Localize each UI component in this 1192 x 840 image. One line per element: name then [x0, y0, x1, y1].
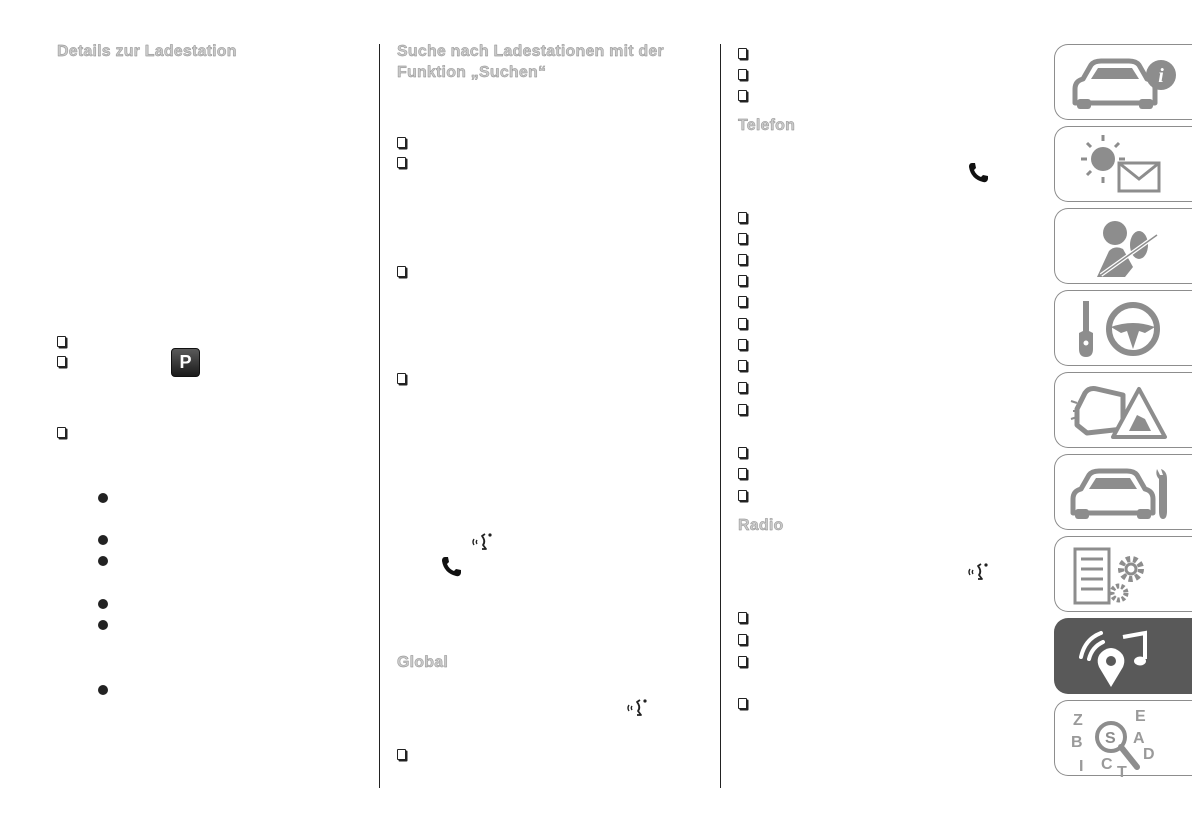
heading-suche-line2: Funktion „Suchen“ [397, 64, 547, 81]
warning-light-message-icon [1067, 133, 1177, 197]
round-bullet-icon [98, 556, 108, 566]
round-bullet-icon [98, 620, 108, 630]
checkbox-bullet-icon [57, 336, 66, 347]
voice-command-icon [470, 530, 494, 554]
checkbox-bullet-icon [738, 360, 747, 371]
index-tab[interactable] [1054, 700, 1192, 779]
car-wrench-icon [1067, 461, 1177, 525]
checkbox-bullet-icon [738, 404, 747, 415]
checkbox-bullet-icon [397, 749, 406, 760]
checkbox-bullet-icon [738, 275, 747, 286]
checkbox-bullet-icon [738, 490, 747, 501]
round-bullet-icon [98, 685, 108, 695]
checkbox-bullet-icon [738, 698, 747, 709]
svg-text:D: D [1143, 746, 1155, 763]
svg-text:S: S [1105, 730, 1116, 747]
heading-global: Global [397, 654, 448, 671]
safety-tab[interactable] [1054, 208, 1192, 284]
heading-radio: Radio [738, 517, 784, 534]
parking-icon: P [171, 348, 200, 377]
phone-handset-icon [439, 555, 463, 579]
phone-handset-icon [966, 161, 990, 185]
checkbox-bullet-icon [738, 634, 747, 645]
letters-magnifier-icon [1067, 707, 1177, 779]
round-bullet-icon [98, 599, 108, 609]
checkbox-bullet-icon [738, 468, 747, 479]
starting-driving-tab[interactable] [1054, 290, 1192, 366]
checkbox-bullet-icon [738, 296, 747, 307]
heading-telefon: Telefon [738, 117, 796, 134]
checkbox-bullet-icon [397, 266, 406, 277]
svg-text:I: I [1079, 758, 1084, 775]
voice-command-icon [966, 560, 990, 584]
checkbox-bullet-icon [738, 254, 747, 265]
checkbox-bullet-icon [738, 382, 747, 393]
checkbox-bullet-icon [397, 373, 406, 384]
technical-data-tab[interactable] [1054, 536, 1192, 612]
emergency-tab[interactable] [1054, 372, 1192, 448]
list-gears-icon [1067, 543, 1177, 607]
multimedia-tab[interactable] [1054, 618, 1192, 694]
checkbox-bullet-icon [738, 339, 747, 350]
checkbox-bullet-icon [397, 157, 406, 168]
checkbox-bullet-icon [57, 427, 66, 438]
svg-text:Z: Z [1073, 712, 1083, 729]
checkbox-bullet-icon [738, 233, 747, 244]
wireless-music-pin-icon [1067, 625, 1177, 689]
checkbox-bullet-icon [738, 48, 747, 59]
round-bullet-icon [98, 535, 108, 545]
checkbox-bullet-icon [738, 90, 747, 101]
lights-messages-tab[interactable] [1054, 126, 1192, 202]
svg-text:T: T [1117, 764, 1127, 779]
checkbox-bullet-icon [738, 612, 747, 623]
svg-text:C: C [1101, 756, 1113, 773]
maintenance-tab[interactable] [1054, 454, 1192, 530]
checkbox-bullet-icon [738, 447, 747, 458]
key-steering-wheel-icon [1067, 297, 1177, 361]
svg-text:B: B [1071, 734, 1083, 751]
svg-text:A: A [1133, 730, 1145, 747]
checkbox-bullet-icon [738, 69, 747, 80]
checkbox-bullet-icon [397, 137, 406, 148]
svg-text:E: E [1135, 708, 1146, 725]
checkbox-bullet-icon [738, 318, 747, 329]
heading-ladestation-details: Details zur Ladestation [57, 43, 237, 60]
checkbox-bullet-icon [738, 212, 747, 223]
round-bullet-icon [98, 493, 108, 503]
column-divider [720, 44, 721, 788]
car-info-icon [1067, 51, 1177, 115]
checkbox-bullet-icon [738, 656, 747, 667]
airbag-seatbelt-icon [1067, 215, 1177, 279]
checkbox-bullet-icon [57, 356, 66, 367]
svg-text:i: i [1158, 65, 1164, 87]
voice-command-icon [625, 696, 649, 720]
column-divider [379, 44, 380, 788]
vehicle-info-tab[interactable] [1054, 44, 1192, 120]
heading-suche-line1: Suche nach Ladestationen mit der [397, 43, 664, 60]
accident-warning-triangle-icon [1067, 379, 1177, 443]
